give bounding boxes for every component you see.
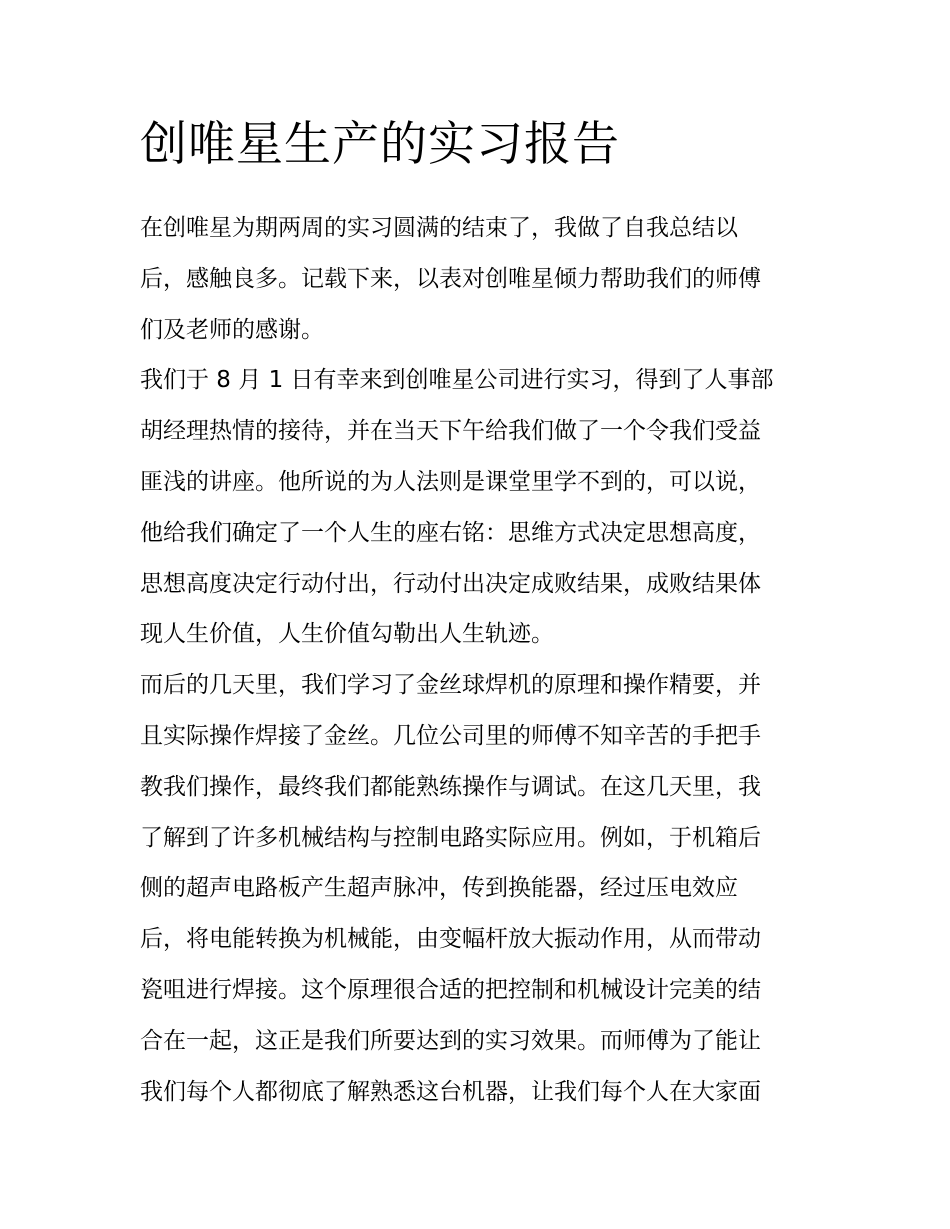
text-line: 胡经理热情的接待，并在当天下午给我们做了一个令我们受益 — [140, 418, 761, 445]
text-line: 合在一起，这正是我们所要达到的实习效果。而师傅为了能让 — [140, 1027, 761, 1054]
text-line: 侧的超声电路板产生超声脉冲，传到换能器，经过压电效应 — [140, 875, 738, 902]
text-line: 瓷咀进行焊接。这个原理很合适的把控制和机械设计完美的结 — [140, 976, 761, 1003]
text-line: 而后的几天里，我们学习了金丝球焊机的原理和操作精要，并 — [140, 672, 761, 699]
text-line: 了解到了许多机械结构与控制电路实际应用。例如，于机箱后 — [140, 824, 761, 851]
document-content — [140, 112, 812, 1117]
text-line: 们及老师的感谢。 — [140, 316, 324, 343]
text-line: 我们于 8 月 1 日有幸来到创唯星公司进行实习，得到了人事部 — [140, 367, 774, 394]
document-body — [140, 203, 812, 1117]
text-line: 思想高度决定行动付出，行动付出决定成败结果，成败结果体 — [140, 570, 761, 597]
text-line: 后，将电能转换为机械能，由变幅杆放大振动作用，从而带动 — [140, 926, 761, 953]
text-line: 匪浅的讲座。他所说的为人法则是课堂里学不到的，可以说， — [140, 468, 761, 495]
text-line: 我们每个人都彻底了解熟悉这台机器，让我们每个人在大家面 — [140, 1078, 761, 1105]
text-line: 后，感触良多。记载下来，以表对创唯星倾力帮助我们的师傅 — [140, 265, 761, 292]
text-line: 教我们操作，最终我们都能熟练操作与调试。在这几天里，我 — [140, 773, 761, 800]
document-title: 创唯星生产的实习报告 — [140, 117, 620, 172]
text-line: 且实际操作焊接了金丝。几位公司里的师傅不知辛苦的手把手 — [140, 722, 761, 749]
text-line: 在创唯星为期两周的实习圆满的结束了，我做了自我总结以 — [140, 215, 738, 241]
paragraph — [140, 203, 812, 355]
text-line: 他给我们确定了一个人生的座右铭：思维方式决定思想高度， — [140, 519, 761, 546]
paragraph — [140, 660, 812, 1117]
text-line: 现人生价值，人生价值勾勒出人生轨迹。 — [140, 621, 554, 648]
paragraph — [140, 355, 812, 660]
